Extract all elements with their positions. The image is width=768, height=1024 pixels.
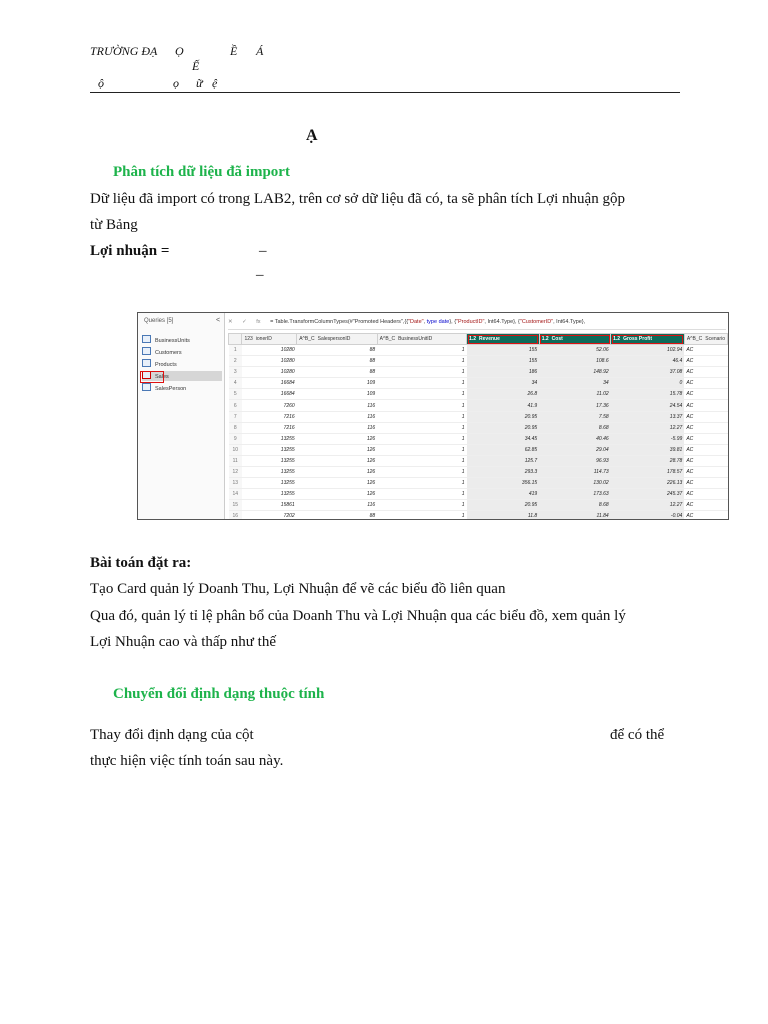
- table-cell[interactable]: 1: [377, 356, 466, 367]
- table-cell[interactable]: 1: [377, 400, 466, 411]
- column-header[interactable]: [297, 334, 377, 345]
- table-cell[interactable]: 1: [377, 378, 466, 389]
- formula-text: ,: [423, 319, 427, 325]
- header-frag: Ọ: [175, 44, 184, 58]
- header-frag-a: [256, 44, 263, 59]
- table-cell[interactable]: 7216: [242, 411, 297, 422]
- table-cell[interactable]: 126: [297, 444, 377, 455]
- row-number[interactable]: 9: [229, 433, 242, 444]
- query-item[interactable]: [142, 383, 222, 393]
- row-number[interactable]: 5: [229, 389, 242, 400]
- header-line1: [90, 44, 157, 59]
- table-row[interactable]: [229, 367, 728, 378]
- query-label: Sales: [155, 374, 169, 380]
- table-cell[interactable]: 126: [297, 433, 377, 444]
- table-cell[interactable]: 126: [297, 489, 377, 500]
- table-cell[interactable]: 88: [297, 345, 377, 356]
- table-icon: [142, 335, 151, 343]
- section-heading-analysis: Phân tích dữ liệu đã import: [113, 164, 290, 180]
- table-cell[interactable]: 155: [467, 356, 540, 367]
- type-icon[interactable]: 1.2: [613, 336, 621, 342]
- query-item[interactable]: [142, 359, 222, 369]
- table-cell[interactable]: 13255: [242, 444, 297, 455]
- column-header[interactable]: [242, 334, 297, 345]
- table-cell[interactable]: 1: [377, 411, 466, 422]
- table-icon: [142, 359, 151, 367]
- header-school: TRƯỜNG ĐẠ: [90, 44, 158, 58]
- header-line2-b: [173, 76, 179, 91]
- table-cell[interactable]: AC: [684, 444, 727, 455]
- column-header-label: ionerID: [255, 336, 272, 342]
- table-row[interactable]: [229, 345, 728, 356]
- table-cell[interactable]: 108.6: [539, 356, 610, 367]
- table-cell[interactable]: AC: [684, 411, 727, 422]
- row-number[interactable]: 15: [229, 500, 242, 511]
- table-cell[interactable]: 16684: [242, 378, 297, 389]
- column-header[interactable]: [611, 334, 685, 345]
- row-number[interactable]: 16: [229, 511, 242, 520]
- table-cell[interactable]: 1: [377, 489, 466, 500]
- row-number[interactable]: 2: [229, 356, 242, 367]
- formula-keyword: type date: [426, 319, 450, 325]
- table-cell[interactable]: AC: [684, 433, 727, 444]
- table-cell[interactable]: 15861: [242, 500, 297, 511]
- row-number[interactable]: 13: [229, 478, 242, 489]
- row-number[interactable]: 12: [229, 467, 242, 478]
- formula-string: "Date": [408, 319, 424, 325]
- table-cell[interactable]: AC: [684, 378, 727, 389]
- row-number[interactable]: 10: [229, 444, 242, 455]
- table-cell[interactable]: 10280: [242, 356, 297, 367]
- header-frag: Ề: [230, 44, 238, 58]
- table-cell[interactable]: 1: [377, 500, 466, 511]
- table-cell[interactable]: 1: [377, 345, 466, 356]
- table-icon: [142, 383, 151, 391]
- paragraph-line: Dữ liệu đã import có trong LAB2, trên cơ sở dữ liệu đã có, ta sẽ phân tích Lợi nhuận gộp: [90, 191, 625, 207]
- table-cell[interactable]: AC: [684, 478, 727, 489]
- table-row[interactable]: [229, 389, 728, 400]
- query-label: SalesPerson: [155, 386, 187, 392]
- query-item[interactable]: [142, 335, 222, 345]
- column-header-label: Gross Profit: [623, 336, 652, 342]
- table-cell[interactable]: 13255: [242, 433, 297, 444]
- table-cell[interactable]: 130.02: [539, 478, 610, 489]
- table-cell[interactable]: 1: [377, 467, 466, 478]
- table-cell[interactable]: 7.58: [539, 411, 610, 422]
- table-cell[interactable]: AC: [684, 356, 727, 367]
- table-cell[interactable]: 125.7: [467, 455, 540, 466]
- table-row[interactable]: [229, 433, 728, 444]
- table-cell[interactable]: 109: [297, 378, 377, 389]
- table-row[interactable]: [229, 422, 728, 433]
- table-cell[interactable]: 173.63: [539, 489, 610, 500]
- table-cell[interactable]: 1: [377, 511, 466, 520]
- query-item[interactable]: [142, 347, 222, 357]
- header-frag-sub: [192, 59, 199, 74]
- table-cell[interactable]: 15.78: [611, 389, 685, 400]
- query-label: Customers: [155, 350, 182, 356]
- table-cell[interactable]: 1: [377, 422, 466, 433]
- table-cell[interactable]: AC: [684, 500, 727, 511]
- type-icon[interactable]: A^B_C: [379, 336, 396, 342]
- header-line2-c: [196, 76, 203, 91]
- chapter-mark: Ạ: [306, 127, 318, 144]
- paragraph-line: Qua đó, quản lý tỉ lệ phân bổ của Doanh Thu và Lợi Nhuận qua các biểu đồ, xem quản lý: [90, 608, 626, 624]
- type-icon[interactable]: A^B_C: [299, 336, 315, 342]
- header-frag-e: [230, 44, 237, 59]
- table-cell[interactable]: AC: [684, 467, 727, 478]
- header-frag: Á: [256, 44, 264, 58]
- table-cell[interactable]: 1: [377, 478, 466, 489]
- table-row[interactable]: [229, 467, 728, 478]
- table-cell[interactable]: AC: [684, 400, 727, 411]
- table-cell[interactable]: AC: [684, 422, 727, 433]
- fx-icon: fx: [256, 319, 261, 325]
- table-cell[interactable]: 34: [539, 378, 610, 389]
- column-header-label: Cost: [551, 336, 563, 342]
- table-cell[interactable]: AC: [684, 455, 727, 466]
- table-cell[interactable]: 116: [297, 500, 377, 511]
- type-icon[interactable]: 1.2: [469, 336, 477, 342]
- table-cell[interactable]: 17.36: [539, 400, 610, 411]
- table-cell[interactable]: 419: [467, 489, 540, 500]
- table-icon: [142, 347, 151, 355]
- table-cell[interactable]: 116: [297, 400, 377, 411]
- header-frag: ệ: [212, 76, 218, 90]
- table-cell[interactable]: 40.46: [539, 433, 610, 444]
- table-cell[interactable]: 52.06: [539, 345, 610, 356]
- row-number[interactable]: 1: [229, 345, 242, 356]
- formula-string: "ProductID": [456, 319, 485, 325]
- table-cell[interactable]: 1: [377, 433, 466, 444]
- type-icon[interactable]: 1.2: [541, 336, 549, 342]
- row-number[interactable]: 7: [229, 411, 242, 422]
- formula-text: = Table.TransformColumnTypes(#"Promoted Headers",{{: [270, 319, 409, 325]
- table-cell[interactable]: 26.8: [467, 389, 540, 400]
- data-grid: [228, 333, 728, 520]
- table-cell[interactable]: 12.27: [611, 500, 685, 511]
- table-cell[interactable]: 10280: [242, 345, 297, 356]
- table-cell[interactable]: 7260: [242, 400, 297, 411]
- table-cell[interactable]: 28.78: [611, 455, 685, 466]
- table-cell[interactable]: 13255: [242, 489, 297, 500]
- table-cell[interactable]: 11.8: [467, 511, 540, 520]
- table-cell[interactable]: 13255: [242, 467, 297, 478]
- section-heading-format: Chuyển đổi định dạng thuộc tính: [113, 686, 325, 702]
- queries-pane: [138, 313, 225, 519]
- table-cell[interactable]: 109: [297, 389, 377, 400]
- table-cell[interactable]: 13255: [242, 455, 297, 466]
- formula-dash: –: [256, 267, 264, 283]
- header-frag: ữ: [196, 76, 203, 90]
- table-cell[interactable]: 88: [297, 356, 377, 367]
- table-cell[interactable]: 186: [467, 367, 540, 378]
- paragraph-line: Lợi Nhuận cao và thấp như thế: [90, 634, 277, 650]
- table-cell[interactable]: 13255: [242, 478, 297, 489]
- table-cell[interactable]: 88: [297, 367, 377, 378]
- formula-bar[interactable]: [228, 316, 726, 330]
- row-number[interactable]: 14: [229, 489, 242, 500]
- paragraph-line: Thay đổi định dạng của cột: [90, 727, 254, 743]
- row-number[interactable]: 6: [229, 400, 242, 411]
- paragraph-line: để có thể: [610, 727, 665, 743]
- table-row[interactable]: [229, 444, 728, 455]
- header-line2-d: [212, 76, 217, 91]
- header-frag: ộ: [98, 76, 104, 90]
- paragraph-line: từ Bảng: [90, 217, 138, 233]
- type-icon[interactable]: 123: [244, 336, 253, 342]
- table-cell[interactable]: 20.95: [467, 500, 540, 511]
- table-cell[interactable]: 11.84: [539, 511, 610, 520]
- table-row[interactable]: [229, 511, 728, 520]
- formula-text: , Int64.Type}, {: [484, 319, 520, 325]
- row-number[interactable]: 11: [229, 455, 242, 466]
- header-frag: Ế: [192, 59, 200, 73]
- commit-icon[interactable]: ✓: [242, 319, 247, 325]
- table-cell[interactable]: AC: [684, 367, 727, 378]
- table-cell[interactable]: 11.02: [539, 389, 610, 400]
- header-line2-a: [98, 76, 104, 91]
- table-cell[interactable]: 62.85: [467, 444, 540, 455]
- row-number[interactable]: 3: [229, 367, 242, 378]
- formula-text: , Int64.Type},: [553, 319, 586, 325]
- table-cell[interactable]: 116: [297, 411, 377, 422]
- table-cell[interactable]: AC: [684, 489, 727, 500]
- table-cell[interactable]: 102.94: [611, 345, 685, 356]
- column-header[interactable]: [539, 334, 610, 345]
- table-row[interactable]: [229, 411, 728, 422]
- header-frag-o: [175, 44, 184, 59]
- collapse-icon[interactable]: <: [216, 317, 221, 324]
- table-cell[interactable]: 20.95: [467, 411, 540, 422]
- table-cell[interactable]: 39.81: [611, 444, 685, 455]
- table-cell[interactable]: 41.9: [467, 400, 540, 411]
- table-row[interactable]: [229, 400, 728, 411]
- table-row[interactable]: [229, 455, 728, 466]
- table-cell[interactable]: 96.93: [539, 455, 610, 466]
- column-header[interactable]: [377, 334, 466, 345]
- row-number[interactable]: 4: [229, 378, 242, 389]
- table-cell[interactable]: 8.68: [539, 422, 610, 433]
- table-cell[interactable]: 34.45: [467, 433, 540, 444]
- table-cell[interactable]: 29.04: [539, 444, 610, 455]
- queries-pane-title: Queries [5]: [144, 318, 174, 324]
- table-cell[interactable]: 13.37: [611, 411, 685, 422]
- table-cell[interactable]: 37.08: [611, 367, 685, 378]
- table-cell[interactable]: AC: [684, 389, 727, 400]
- power-query-screenshot: [137, 312, 729, 520]
- grid-header-row: [229, 334, 728, 345]
- table-cell[interactable]: AC: [684, 345, 727, 356]
- table-cell[interactable]: 245.37: [611, 489, 685, 500]
- table-cell[interactable]: 1: [377, 389, 466, 400]
- table-cell[interactable]: 148.92: [539, 367, 610, 378]
- table-cell[interactable]: 46.4: [611, 356, 685, 367]
- corner-cell[interactable]: [229, 334, 242, 345]
- row-number[interactable]: 8: [229, 422, 242, 433]
- table-cell[interactable]: 10280: [242, 367, 297, 378]
- table-row[interactable]: [229, 500, 728, 511]
- table-cell[interactable]: -5.99: [611, 433, 685, 444]
- formula-string: "CustomerID": [519, 319, 554, 325]
- formula-label: Lợi nhuận =: [90, 243, 170, 259]
- column-header[interactable]: [467, 334, 540, 345]
- table-row[interactable]: [229, 356, 728, 367]
- table-cell[interactable]: 34: [467, 378, 540, 389]
- table-row[interactable]: [229, 478, 728, 489]
- table-cell[interactable]: 114.73: [539, 467, 610, 478]
- table-cell[interactable]: 1: [377, 455, 466, 466]
- problem-heading: Bài toán đặt ra:: [90, 555, 192, 571]
- column-header[interactable]: [684, 334, 727, 345]
- query-label: Products: [155, 362, 177, 368]
- table-cell[interactable]: 226.13: [611, 478, 685, 489]
- table-cell[interactable]: 1: [377, 367, 466, 378]
- table-cell[interactable]: 88: [297, 511, 377, 520]
- table-cell[interactable]: 8.68: [539, 500, 610, 511]
- table-cell[interactable]: 293.3: [467, 467, 540, 478]
- table-cell[interactable]: 24.54: [611, 400, 685, 411]
- table-row[interactable]: [229, 378, 728, 389]
- table-cell[interactable]: 1: [377, 444, 466, 455]
- table-cell[interactable]: 12.27: [611, 422, 685, 433]
- table-cell[interactable]: 7202: [242, 511, 297, 520]
- formula-dash: –: [259, 243, 267, 259]
- table-cell[interactable]: -0.04: [611, 511, 685, 520]
- table-cell[interactable]: 126: [297, 467, 377, 478]
- column-header-label: Scenario: [705, 336, 725, 342]
- table-cell[interactable]: 116: [297, 422, 377, 433]
- table-cell[interactable]: 7216: [242, 422, 297, 433]
- type-icon[interactable]: A^B_C: [686, 336, 703, 342]
- table-cell[interactable]: 356.15: [467, 478, 540, 489]
- table-cell[interactable]: 16684: [242, 389, 297, 400]
- paragraph-line: thực hiện việc tính toán sau này.: [90, 753, 284, 769]
- table-row[interactable]: [229, 489, 728, 500]
- query-label: BusinessUnits: [155, 338, 190, 344]
- table-cell[interactable]: 155: [467, 345, 540, 356]
- table-cell[interactable]: 126: [297, 478, 377, 489]
- column-header-label: Revenue: [479, 336, 500, 342]
- formula-text: }, {: [449, 319, 457, 325]
- selection-highlight: [140, 371, 164, 383]
- header-rule: [90, 92, 680, 93]
- column-header-label: BusinessUnitID: [398, 336, 433, 342]
- paragraph-line: Tạo Card quản lý Doanh Thu, Lợi Nhuận để vẽ các biểu đồ liên quan: [90, 581, 506, 597]
- table-cell[interactable]: 20.95: [467, 422, 540, 433]
- table-cell[interactable]: 178.57: [611, 467, 685, 478]
- column-header-label: SalespersonID: [317, 336, 351, 342]
- cancel-icon[interactable]: ✕: [228, 319, 233, 325]
- header-frag: ọ: [173, 76, 179, 90]
- table-cell[interactable]: AC: [684, 511, 727, 520]
- table-cell[interactable]: 126: [297, 455, 377, 466]
- table-cell[interactable]: 0: [611, 378, 685, 389]
